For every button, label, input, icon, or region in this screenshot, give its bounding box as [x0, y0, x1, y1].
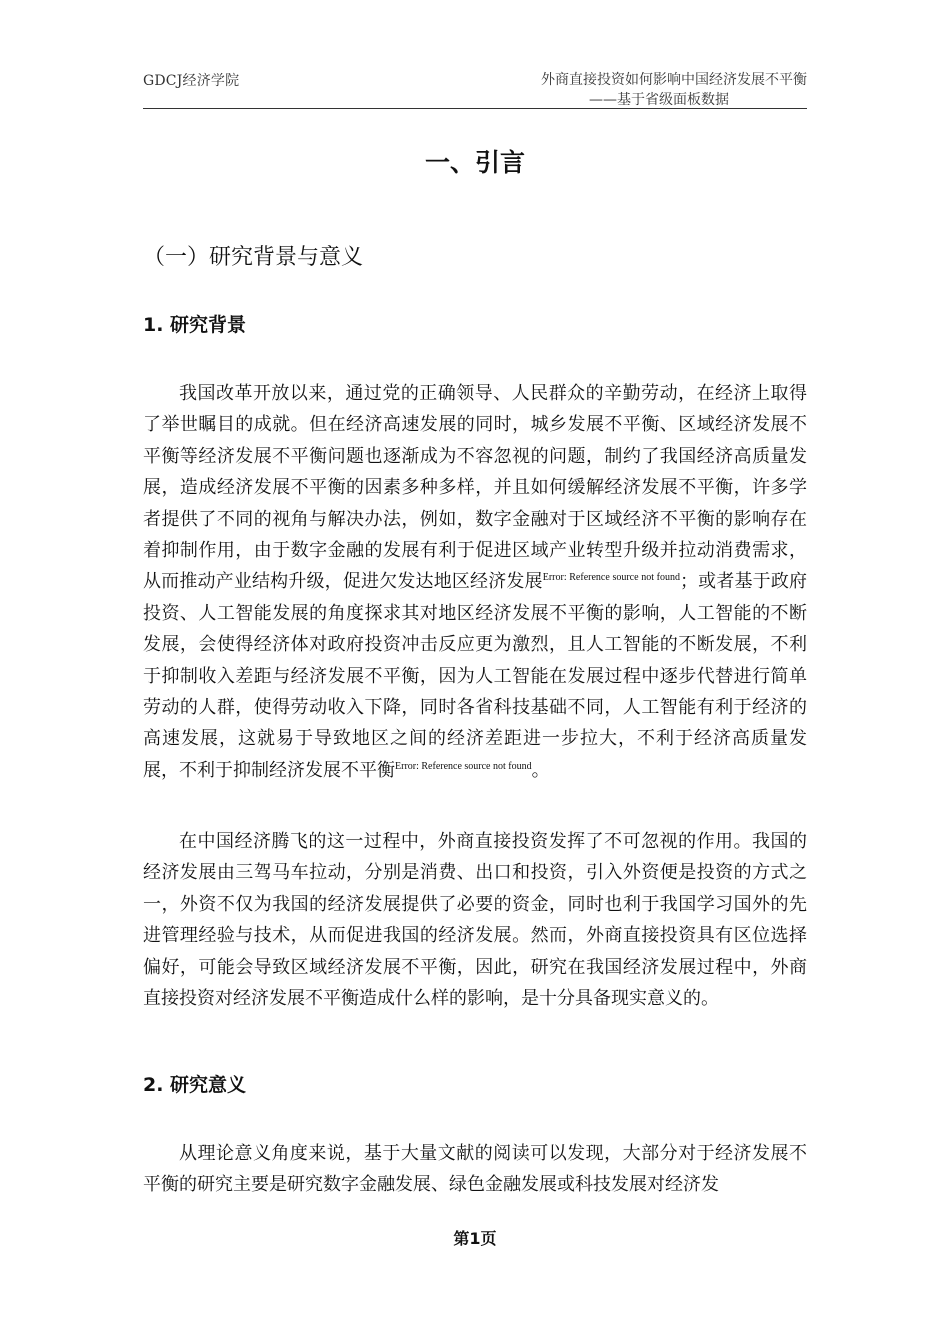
- header-institution: GDCJ经济学院: [143, 73, 240, 89]
- header-title-line2: ——基于省级面板数据: [589, 92, 729, 108]
- reference-error-1: Error: Reference source not found: [542, 572, 680, 584]
- paragraph-background-end: 。: [531, 759, 550, 781]
- reference-error-2: Error: Reference source not found: [395, 760, 532, 772]
- header-title-line1: 外商直接投资如何影响中国经济发展不平衡: [541, 72, 807, 88]
- section-title: （一）研究背景与意义: [143, 245, 364, 270]
- page-number: 第1页: [453, 1229, 497, 1248]
- header-rule: [143, 108, 807, 109]
- chapter-title: 一、引言: [424, 148, 525, 177]
- header-paper-title: [407, 70, 807, 110]
- paragraph-background-part1: 我国改革开放以来，通过党的正确领导、人民群众的辛勤劳动，在经济上取得了举世瞩目的成就。但在经济高速发展的同时，城乡发展不平衡、区域经济发展不平衡等经济发展不平衡问题也逐渐成为不容忽视的问题，制约了我国经济高质量发展，造成经济发展不平衡的因素多种多样，并且如何缓解经济发展不平衡，许多学者提供了不同的视角与解决办法，例如，数字金融对于区域经济不平衡的影响存在着抑制作用，由于数字金融的发展有利于促进区域产业转型升级并拉动消费需求，从而推动产业结构升级，促进欠发达地区经济发展: [143, 383, 807, 593]
- paragraph-fdi: 在中国经济腾飞的这一过程中，外商直接投资发挥了不可忽视的作用。我国的经济发展由三驾马车拉动，分别是消费、出口和投资，引入外资便是投资的方式之一，外资不仅为我国的经济发展提供了必要的资金，同时也利于我国学习国外的先进管理经验与技术，从而促进我国的经济发展。然而，外商直接投资具有区位选择偏好，可能会导致区域经济发展不平衡，因此，研究在我国经济发展过程中，外商直接投资对经济发展不平衡造成什么样的影响，是十分具备现实意义的。: [143, 831, 807, 1010]
- subsection-title-background: 1. 研究背景: [143, 314, 247, 336]
- paragraph-background-part2: ；或者基于政府投资、人工智能发展的角度探求其对地区经济发展不平衡的影响，人工智能的不断发展，会使得经济体对政府投资冲击反应更为激烈，且人工智能的不断发展，不利于抑制收入差距与经济发展不平衡，因为人工智能在发展过程中逐步代替进行简单劳动的人群，使得劳动收入下降，同时各省科技基础不同，人工智能有利于经济的高速发展，这就易于导致地区之间的经济差距进一步拉大，不利于经济高质量发展，不利于抑制经济发展不平衡: [143, 571, 808, 781]
- subsection-title-significance: 2. 研究意义: [143, 1074, 247, 1096]
- paragraph-significance: 从理论意义角度来说，基于大量文献的阅读可以发现，大部分对于经济发展不平衡的研究主要是研究数字金融发展、绿色金融发展或科技发展对经济发: [143, 1143, 807, 1196]
- paragraph-background: [143, 378, 807, 786]
